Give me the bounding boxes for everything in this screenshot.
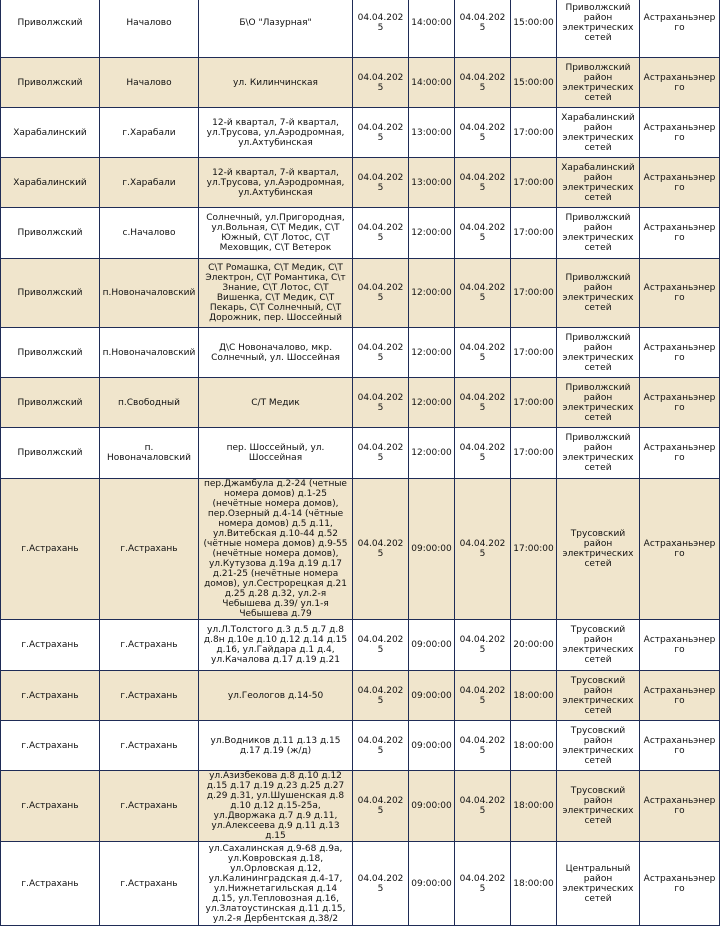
company-cell: Астраханьэнерго (640, 842, 720, 926)
district-cell: Приволжский (1, 259, 100, 328)
start-time-cell: 12:00:00 (409, 378, 455, 428)
start-date-cell: 04.04.2025 (353, 721, 409, 771)
company-cell: Астраханьэнерго (640, 58, 720, 108)
table-row (1, 479, 720, 620)
start-date-cell: 04.04.2025 (353, 0, 409, 58)
company-cell: Астраханьэнерго (640, 721, 720, 771)
table-row (1, 842, 720, 926)
table-row (1, 0, 720, 58)
district-cell: Приволжский (1, 58, 100, 108)
locality-cell: г.Астрахань (100, 620, 199, 671)
table-row (1, 328, 720, 378)
network-cell: Трусовский район электрических сетей (557, 620, 640, 671)
company-cell: Астраханьэнерго (640, 158, 720, 208)
end-date-cell: 04.04.2025 (455, 671, 511, 721)
company-cell: Астраханьэнерго (640, 259, 720, 328)
network-cell: Приволжский район электрических сетей (557, 328, 640, 378)
table-row (1, 108, 720, 158)
end-time-cell: 18:00:00 (511, 721, 557, 771)
start-date-cell: 04.04.2025 (353, 620, 409, 671)
district-cell: г.Астрахань (1, 620, 100, 671)
company-cell: Астраханьэнерго (640, 328, 720, 378)
start-date-cell: 04.04.2025 (353, 771, 409, 842)
end-time-cell: 18:00:00 (511, 671, 557, 721)
district-cell: г.Астрахань (1, 721, 100, 771)
end-time-cell: 20:00:00 (511, 620, 557, 671)
network-cell: Трусовский район электрических сетей (557, 479, 640, 620)
address-cell: С/Т Медик (199, 378, 353, 428)
locality-cell: г.Астрахань (100, 842, 199, 926)
company-cell: Астраханьэнерго (640, 620, 720, 671)
end-time-cell: 17:00:00 (511, 108, 557, 158)
table-row (1, 378, 720, 428)
district-cell: г.Астрахань (1, 671, 100, 721)
address-cell: ул.Л.Толстого д.3 д.5 д.7 д.8 д.8н д.10е д.10 д.12 д.14 д.15 д.16, ул.Гайдара д.1 д.4, ул.Качалова д.17 д.19 д.21 (199, 620, 353, 671)
start-date-cell: 04.04.2025 (353, 158, 409, 208)
end-date-cell: 04.04.2025 (455, 842, 511, 926)
start-time-cell: 12:00:00 (409, 259, 455, 328)
start-date-cell: 04.04.2025 (353, 108, 409, 158)
table-row (1, 671, 720, 721)
end-date-cell: 04.04.2025 (455, 158, 511, 208)
district-cell: Приволжский (1, 378, 100, 428)
end-date-cell: 04.04.2025 (455, 328, 511, 378)
address-cell: Солнечный, ул.Пригородная, ул.Вольная, С\Т Медик, С\Т Южный, С\Т Лотос, С\Т Меховщик, С\Т Ветерок (199, 208, 353, 259)
company-cell: Астраханьэнерго (640, 428, 720, 479)
start-time-cell: 14:00:00 (409, 58, 455, 108)
address-cell: Д\С Новоначалово, мкр. Солнечный, ул. Шоссейная (199, 328, 353, 378)
start-date-cell: 04.04.2025 (353, 378, 409, 428)
company-cell: Астраханьэнерго (640, 108, 720, 158)
start-time-cell: 12:00:00 (409, 428, 455, 479)
network-cell: Приволжский район электрических сетей (557, 259, 640, 328)
locality-cell: Началово (100, 58, 199, 108)
district-cell: Харабалинский (1, 158, 100, 208)
address-cell: 12-й квартал, 7-й квартал, ул.Трусова, ул.Аэродромная, ул.Ахтубинская (199, 158, 353, 208)
company-cell: Астраханьэнерго (640, 378, 720, 428)
end-time-cell: 15:00:00 (511, 0, 557, 58)
start-date-cell: 04.04.2025 (353, 208, 409, 259)
start-time-cell: 12:00:00 (409, 328, 455, 378)
network-cell: Харабалинский район электрических сетей (557, 158, 640, 208)
end-time-cell: 17:00:00 (511, 378, 557, 428)
start-date-cell: 04.04.2025 (353, 842, 409, 926)
network-cell: Приволжский район электрических сетей (557, 378, 640, 428)
end-date-cell: 04.04.2025 (455, 58, 511, 108)
company-cell: Астраханьэнерго (640, 771, 720, 842)
network-cell: Приволжский район электрических сетей (557, 428, 640, 479)
end-date-cell: 04.04.2025 (455, 259, 511, 328)
end-time-cell: 15:00:00 (511, 58, 557, 108)
start-time-cell: 12:00:00 (409, 208, 455, 259)
company-cell: Астраханьэнерго (640, 671, 720, 721)
start-time-cell: 13:00:00 (409, 158, 455, 208)
end-time-cell: 18:00:00 (511, 842, 557, 926)
end-time-cell: 17:00:00 (511, 328, 557, 378)
end-date-cell: 04.04.2025 (455, 428, 511, 479)
locality-cell: г.Астрахань (100, 721, 199, 771)
locality-cell: п.Новоначаловский (100, 259, 199, 328)
start-time-cell: 09:00:00 (409, 721, 455, 771)
table-row (1, 158, 720, 208)
address-cell: ул. Килинчинская (199, 58, 353, 108)
end-time-cell: 18:00:00 (511, 771, 557, 842)
network-cell: Харабалинский район электрических сетей (557, 108, 640, 158)
locality-cell: г.Харабали (100, 108, 199, 158)
district-cell: г.Астрахань (1, 479, 100, 620)
table-row (1, 620, 720, 671)
start-time-cell: 14:00:00 (409, 0, 455, 58)
start-time-cell: 09:00:00 (409, 671, 455, 721)
network-cell: Центральный район электрических сетей (557, 842, 640, 926)
end-date-cell: 04.04.2025 (455, 771, 511, 842)
locality-cell: с.Началово (100, 208, 199, 259)
district-cell: Харабалинский (1, 108, 100, 158)
address-cell: С\Т Ромашка, С\Т Медик, С\Т Электрон, С\Т Романтика, С\т Знание, С\Т Лотос, С\Т Вишенка, С\Т Медик, С\Т Пекарь, С\Т Солнечный, С\Т Дорожник, пер. Шоссейный (199, 259, 353, 328)
start-time-cell: 09:00:00 (409, 620, 455, 671)
network-cell: Приволжский район электрических сетей (557, 58, 640, 108)
start-time-cell: 13:00:00 (409, 108, 455, 158)
end-time-cell: 17:00:00 (511, 208, 557, 259)
end-date-cell: 04.04.2025 (455, 721, 511, 771)
locality-cell: г.Харабали (100, 158, 199, 208)
table-body (1, 0, 720, 926)
district-cell: г.Астрахань (1, 842, 100, 926)
locality-cell: г.Астрахань (100, 671, 199, 721)
start-date-cell: 04.04.2025 (353, 259, 409, 328)
end-time-cell: 17:00:00 (511, 428, 557, 479)
locality-cell: Началово (100, 0, 199, 58)
network-cell: Трусовский район электрических сетей (557, 771, 640, 842)
address-cell: ул.Водников д.11 д.13 д.15 д.17 д.19 (ж/д) (199, 721, 353, 771)
end-time-cell: 17:00:00 (511, 158, 557, 208)
end-date-cell: 04.04.2025 (455, 208, 511, 259)
start-date-cell: 04.04.2025 (353, 428, 409, 479)
start-time-cell: 09:00:00 (409, 771, 455, 842)
address-cell: ул.Геологов д.14-50 (199, 671, 353, 721)
start-time-cell: 09:00:00 (409, 479, 455, 620)
end-date-cell: 04.04.2025 (455, 0, 511, 58)
locality-cell: п.Новоначаловский (100, 328, 199, 378)
address-cell: 12-й квартал, 7-й квартал, ул.Трусова, ул.Аэродромная, ул.Ахтубинская (199, 108, 353, 158)
end-time-cell: 17:00:00 (511, 259, 557, 328)
district-cell: Приволжский (1, 328, 100, 378)
locality-cell: п. Новоначаловский (100, 428, 199, 479)
end-time-cell: 17:00:00 (511, 479, 557, 620)
table-row (1, 259, 720, 328)
start-date-cell: 04.04.2025 (353, 328, 409, 378)
locality-cell: г.Астрахань (100, 771, 199, 842)
table-row (1, 208, 720, 259)
table-row (1, 721, 720, 771)
start-date-cell: 04.04.2025 (353, 671, 409, 721)
table-row (1, 58, 720, 108)
network-cell: Приволжский район электрических сетей (557, 208, 640, 259)
company-cell: Астраханьэнерго (640, 0, 720, 58)
district-cell: г.Астрахань (1, 771, 100, 842)
end-date-cell: 04.04.2025 (455, 620, 511, 671)
district-cell: Приволжский (1, 208, 100, 259)
start-date-cell: 04.04.2025 (353, 58, 409, 108)
locality-cell: г.Астрахань (100, 479, 199, 620)
address-cell: пер. Шоссейный, ул. Шоссейная (199, 428, 353, 479)
address-cell: ул.Азизбекова д.8 д.10 д.12 д.15 д.17 д.19 д.23 д.25 д.27 д.29 д.31, ул.Шушенская д.8 д.10 д.12 д.15-25а, ул.Дворжака д.7 д.9 д.11, ул.Алексеева д.9 д.11 д.13 д.15 (199, 771, 353, 842)
network-cell: Трусовский район электрических сетей (557, 721, 640, 771)
end-date-cell: 04.04.2025 (455, 479, 511, 620)
district-cell: Приволжский (1, 428, 100, 479)
end-date-cell: 04.04.2025 (455, 378, 511, 428)
address-cell: пер.Джамбула д.2-24 (четные номера домов) д.1-25 (нечётные номера домов), пер.Озерный д.4-14 (чётные номера домов) д.5 д.11, ул.Витебская д.10-44 д.52 (чётные номера домов) д.9-55 (нечётные номера домов), ул.Кутузова д.19а д.19 д.17 д.21-25 (нечётные номера домов), ул.Сестрорецкая д.21 д.25 д.28 д.32, ул.2-я Чебышева д.39/ ул.1-я Чебышева д.79 (199, 479, 353, 620)
company-cell: Астраханьэнерго (640, 479, 720, 620)
locality-cell: п.Свободный (100, 378, 199, 428)
address-cell: Б\О "Лазурная" (199, 0, 353, 58)
end-date-cell: 04.04.2025 (455, 108, 511, 158)
address-cell: ул.Сахалинская д.9-68 д.9а, ул.Ковровская д.18, ул.Орловская д.12, ул.Калининградская д.4-17, ул.Нижнетагильская д.14 д.15, ул.Тепловозная д.16, ул.Златоустинская д.11 д.15, ул.2-я Дербентская д.38/2 (199, 842, 353, 926)
network-cell: Приволжский район электрических сетей (557, 0, 640, 58)
table-row (1, 428, 720, 479)
table-row (1, 771, 720, 842)
company-cell: Астраханьэнерго (640, 208, 720, 259)
network-cell: Трусовский район электрических сетей (557, 671, 640, 721)
start-time-cell: 09:00:00 (409, 842, 455, 926)
start-date-cell: 04.04.2025 (353, 479, 409, 620)
district-cell: Приволжский (1, 0, 100, 58)
